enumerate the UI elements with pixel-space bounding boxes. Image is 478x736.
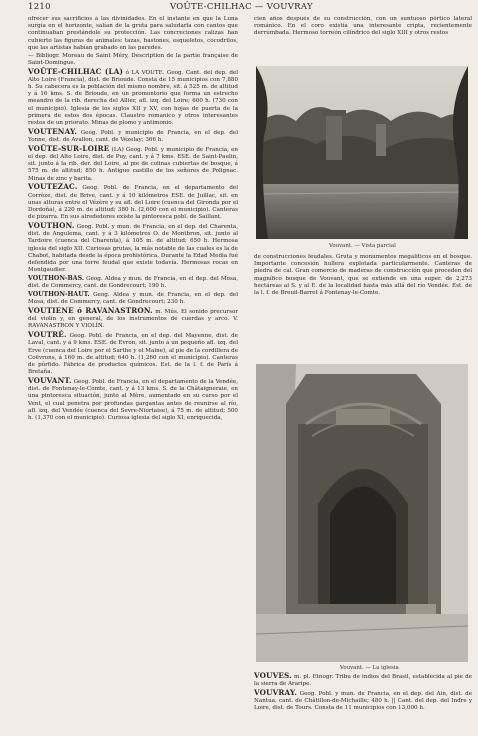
right-column-middle xyxy=(254,254,472,362)
entry-headword: VOUTIENE ó RAVANASTRON. xyxy=(28,306,153,316)
entry-headword: VOUVÉS. xyxy=(254,672,292,680)
entry-headword: VOUVRAY. xyxy=(254,688,298,697)
church-portal-photo-illustration xyxy=(256,364,468,662)
entry-body: Geog. Pobl. de Francia, en el dep. del Mayenne, dist. de Laval, cant. y á 9 kms. ESE. de Evron, sit. junto á un pequeño afl. izq. del Erve (cuenca del Loire por el Sarthe y el Maine), al pie de la cordillera de Coëvrons, á 160 m. de altitud; 640 h. (1,260 con el municipio). Canteras de pórfido. Fábrica de productos químicos. Est. de la l. f. de París á Bretaña. xyxy=(28,333,238,376)
entry-paragraph xyxy=(28,291,238,306)
entry-headword: VOUTHON-BAS. xyxy=(28,275,84,283)
entry-paragraph xyxy=(28,275,238,290)
entry-body: Geog. Aldea y mun. de Francia, en el dep. del Mosa, dist. de Commercy, cant. de Gondrecourt; 190 h. xyxy=(28,276,238,290)
entry-paragraph xyxy=(254,16,472,38)
entry-body: m. Mús. El sonido precursor del violín y, en general, de los instrumentos de cuerdas y arco. V. RAVANASTRON Y VIOLÍN. xyxy=(28,309,238,330)
entry-paragraph xyxy=(28,53,238,67)
entry-paragraph xyxy=(28,377,238,422)
entry-headword: VOUTHON. xyxy=(28,221,75,231)
entry-paragraph xyxy=(28,128,238,144)
entry-headword: VOUVANT. xyxy=(28,376,72,386)
entry-body: (LA) Geog. Pobl. y municipio de Francia, en el dep. del Alto Loire, dist. de Puy, cant. y á 7 kms. ESE. de Saint-Paulin, sit. junto á la rib. der. del Loire, al pie de colinas cubiertas de bosque, á 575 m. de altitud; 850 h. Antiguo castillo de los señores de Polignac. Minas de zinc y barita. xyxy=(28,146,238,182)
photo-caption-church: Vouvant. — La iglesia xyxy=(340,665,399,671)
entry-paragraph xyxy=(254,689,472,713)
entry-body: m. pl. Etnogr. Tribu de indios del Brasil, establecida al pie de la sierra de Araripe. xyxy=(254,674,472,688)
page-header xyxy=(28,2,470,14)
running-title: VOÛTE-CHILHAC — VOUVRAY xyxy=(170,2,313,12)
entry-headword: VOUTENAY. xyxy=(28,126,78,136)
entry-paragraph xyxy=(28,16,238,52)
page-number: 1210 xyxy=(28,2,51,12)
photo-vouvant-view xyxy=(256,66,468,239)
landscape-photo-illustration xyxy=(256,66,468,239)
entry-paragraph xyxy=(28,145,238,183)
left-column xyxy=(28,16,238,730)
entry-body: Geog. Pobl. y mun. de Francia, en el dep. del Charenta, dist. de Angulema, cant. y á 3 kilómetros O. de Montbron, sit. junto al Tardoire (cuenca del Charenta), á 105 m. de altitud; 650 h. Hermosa iglesia del siglo XII. Curiosas grutas, la más notable de las cuales es la de Chabot, habitada desde la época prehistórica. Durante la Edad Media fué defendida por una torre feudal que existe todavía. Hermosas rocas en Montgaudier. xyxy=(28,224,238,274)
entry-paragraph xyxy=(28,68,238,128)
right-column-bottom xyxy=(254,672,472,732)
photo-vouvant-church xyxy=(256,364,468,662)
entry-body: Geog. Pobl. y mun. de Francia, en el dep. del Ain, dist. de Nantua, cant. de Châtillon-de-Michaille; 480 h. || Cant. del dep. del Indre y Loire, dist. de Tours. Consta de 11 municipios con 13,000 h. xyxy=(254,691,472,712)
entry-body: ó LA VOUTE. Geog. Cant. del dep. del Alto Loire (Francia), dist. de Brioude. Consta de 15 municipios con 7,880 h. Su cabecera es la población del mismo nombre, sit. á 525 m. de altitud y á 16 kms. S. de Brioude, en un promontorio que forma un estrecho meandro de la rib. derecha del Allier, afl. izq. del Loire; 600 h. (730 con el municipio). Iglesia de los siglos XII y XV, con hojas de puerta de la primera de estos dos épocas. Claustro romanico y otros interesantes restos de un priorato. Minas de plomo y antimonio. xyxy=(28,69,238,127)
entry-paragraph xyxy=(28,222,238,274)
entry-body: cien años después de su construcción, con un suntuoso pórtico lateral románico. En el coro existía una interesante cripta, recientemente derrumbada. Hermoso torreón cilíndrico del siglo XIII y otros restos xyxy=(254,16,472,37)
entry-paragraph xyxy=(28,307,238,331)
entry-body: de construcciones feudales. Gruta y monumentos megalíticos en el bosque. Importante concesión hullera explotada particularmente. Canteras de piedra de cal. Gran comercio de maderas de construcción que proceden del magnífico bosque de Vouvant, que se extiende en una super. de 2,273 hectáreas al S. y al E. de la localidad hasta más allá del río Vendée. Est. de la l. f. de Breuil-Barret á Fontenay-le-Comte. xyxy=(254,254,472,297)
entry-body: ofrecer sus sacrificios á las divinidades. En el instante en que la Luna surgía en el horizonte, salían de la gruta para saludarla con cantos que continuaban prestándole su protección. Las concreciones calizas han cubierto las figuras de animales: tazas, bastones, esqueletos, cocodrilos, que las artistas habían grabado en las paredes. xyxy=(28,16,238,51)
entry-headword: VOUTEZAC. xyxy=(28,182,78,192)
entry-headword: VOUTHON-HAUT. xyxy=(28,291,90,299)
photo-caption-view: Vouvant. — Vista parcial xyxy=(329,243,396,249)
entry-paragraph xyxy=(254,254,472,297)
entry-headword: VOÛTE-CHILHAC (LA) xyxy=(28,66,124,76)
entry-paragraph xyxy=(28,331,238,376)
entry-body: Geog. Aldea y mun. de Francia, en el dep. del Mosa, dist. de Commercy, cant. de Gondrecourt; 230 h. xyxy=(28,292,238,306)
entry-headword: VOÛTE-SUR-LOIRE xyxy=(28,143,110,153)
entry-body: Geog. Pobl. de Francia, en el departamento de la Vendée, dist. de Fontenay-le-Comte, cant. y á 13 kms. S. de la Châtaigneraie, en una pintoresca situación, junto al Mère, aumentado en su curso por el Vent, el cual penetra por profundas gargantas antes de reunirse al río, afl. izq. del Vendée (cuenca del Sevre-Niortaise), á 75 m. de altitud; 500 h. (1,370 con el municipio). Curiosa iglesia del siglo XI, enriquecida, xyxy=(28,379,238,422)
entry-paragraph xyxy=(254,672,472,688)
entry-paragraph xyxy=(28,183,238,221)
entry-body: — Bibliogr. Moreau de Saint Méry, Description de la partie française de Saint-Domingue. xyxy=(28,52,238,66)
entry-headword: VOUTRÉ. xyxy=(28,330,67,340)
right-column-top xyxy=(254,16,472,60)
entry-body: Geog. Pobl. de Francia, en el departamento del Corrèze, dist. de Brive, cant. y á 10 kilómetros ESE. de Juillac, sit. en unas alturas entre el Vézère y su afl. del Loire (cuenca del Gironda por el Dordoña), á 220 m. de altitud; 380 h. (2,600 con el municipio). Canteras de pizarra. En sus alrededores existe la pintoresca pobl. de Saillant. xyxy=(28,185,238,221)
entry-body: Geog. Pobl. y municipio de Francia, en el dep. del Yonne, dist. de Avallon, cant. de Vézelay; 366 h. xyxy=(28,129,238,144)
